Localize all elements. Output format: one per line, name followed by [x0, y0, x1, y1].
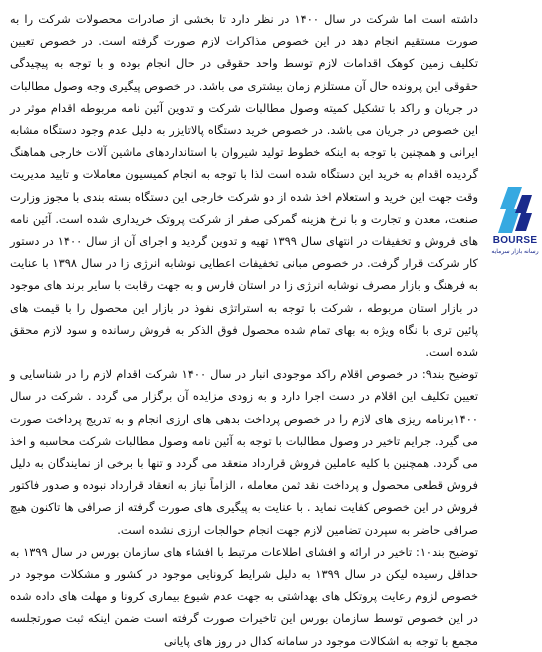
paragraph-1: داشته است اما شرکت در سال ۱۴۰۰ در نظر دارد تا بخشی از صادرات محصولات شرکت را به صورت مستقیم انجام دهد در این خصوص مذاکرات لازم صورت گرفته است. در خصوص تعیین تکلیف زمین کوهک اقدامات لازم توسط واحد حقوقی در حال انجام بوده و با توجه به پیچیدگی حقوقی این پرونده حال آن مستلزم زمان بیشتری می باشد. در خصوص پیگیری وجه وصول مطالبات در جریان و راکد با تشکیل کمیته وصول مطالبات شرکت و تدوین آئین نامه مربوطه اقدام موثر در این خصوص در جریان می باشد. در خصوص خرید دستگاه پالاتایزر به دلیل عدم وجود دستگاه مشابه ایرانی و همچنین با توجه به اینکه خطوط تولید شیروان با استانداردهای ماشین آلات خارجی هماهنگ گردیده اقدام به خرید این دستگاه شده است لذا با توجه به انجام کمیسیون معاملات و تایید مدیریت وقت جهت این خرید و استعلام اخذ شده از دو شرکت خارجی این دستگاه بسته بندی با مجوز وزارت صنعت، معدن و تجارت و با نرخ هزینه گمرکی صفر از شرکت پروتک خریداری شده است. آئین نامه های فروش و تخفیفات در انتهای سال ۱۳۹۹ تهیه و تدوین گردید و اجرای آن از سال ۱۴۰۰ در دستور کار شرکت قرار گرفت. در خصوص مبانی تخفیفات اعطایی نوشابه انرژی زا در سال ۱۳۹۸ با عنایت به فرهنگ و بازار مصرف نوشابه انرژی زا در استان فارس و به جهت رقابت با سایر برند های موجود در بازار استان مربوطه ، شرکت با توجه به استراتژی نفوذ در بازار این محصول را با قیمت های پائین تری با نگاه ویژه به بهای تمام شده محصول فوق الذکر به فروش رسانده و سود لازم محقق شده است. [10, 12, 478, 360]
paragraph-clause-10: توضیح بند۱۰: تاخیر در ارائه و افشای اطلاعات مرتبط با افشاء های سازمان بورس در سال ۱۳۹۹ به حداقل رسیده لیکن در سال ۱۳۹۹ به دلیل شرایط کرونایی موجود در کشور و مشکلات موجود در خصوص لزوم رعایت پروتکل های بهداشتی به جهت عدم شیوع بیماری کرونا و مهلت های داده شده در این خصوص توسط سازمان بورس این تاخیرات صورت گرفته است ضمن اینکه ثبت صورتجلسه مجمع با توجه به اشکالات موجود در سامانه کدال در روز های پایانی [10, 544, 478, 648]
bourse-logo-icon [488, 185, 542, 235]
watermark-brand: BOURSE [492, 235, 538, 246]
paragraph-clause-9: توضیح بند۹: در خصوص اقلام راکد موجودی انبار در سال ۱۴۰۰ شرکت اقدام لازم را در شناسایی و تعیین تکلیف این اقلام در دست اجرا دارد و به زودی مزایده آن برگزار می گردد . شرکت در سال ۱۴۰۰برنامه ریزی های لازم را در خصوص پرداخت بدهی های ارزی انجام و به تدریج پرداخت صورت می گیرد. جرایم تاخیر در وصول مطالبات با توجه به آئین نامه وصول مطالبات شرکت محاسبه و اخذ می گردد. همچنین با کلیه عاملین فروش قرارداد منعقد می گردد و تنها با برخی از نمایندگان به دلیل فروش قطعی محصول و پرداخت نقد ثمن معامله ، الزاماً نیاز به انعقاد قرارداد نبوده و صدور فاکتور فروش در این خصوص کفایت نماید . با عنایت به پیگیری های صورت گرفته از صرافی ها تاکنون هیچ صرافی حاضر به سپردن تضامین لازم جهت انجام حوالجات ارزی نشده است. [10, 367, 478, 537]
watermark-tagline: رسانه بازار سرمایه [491, 249, 539, 255]
bourse-watermark-logo [488, 185, 542, 263]
